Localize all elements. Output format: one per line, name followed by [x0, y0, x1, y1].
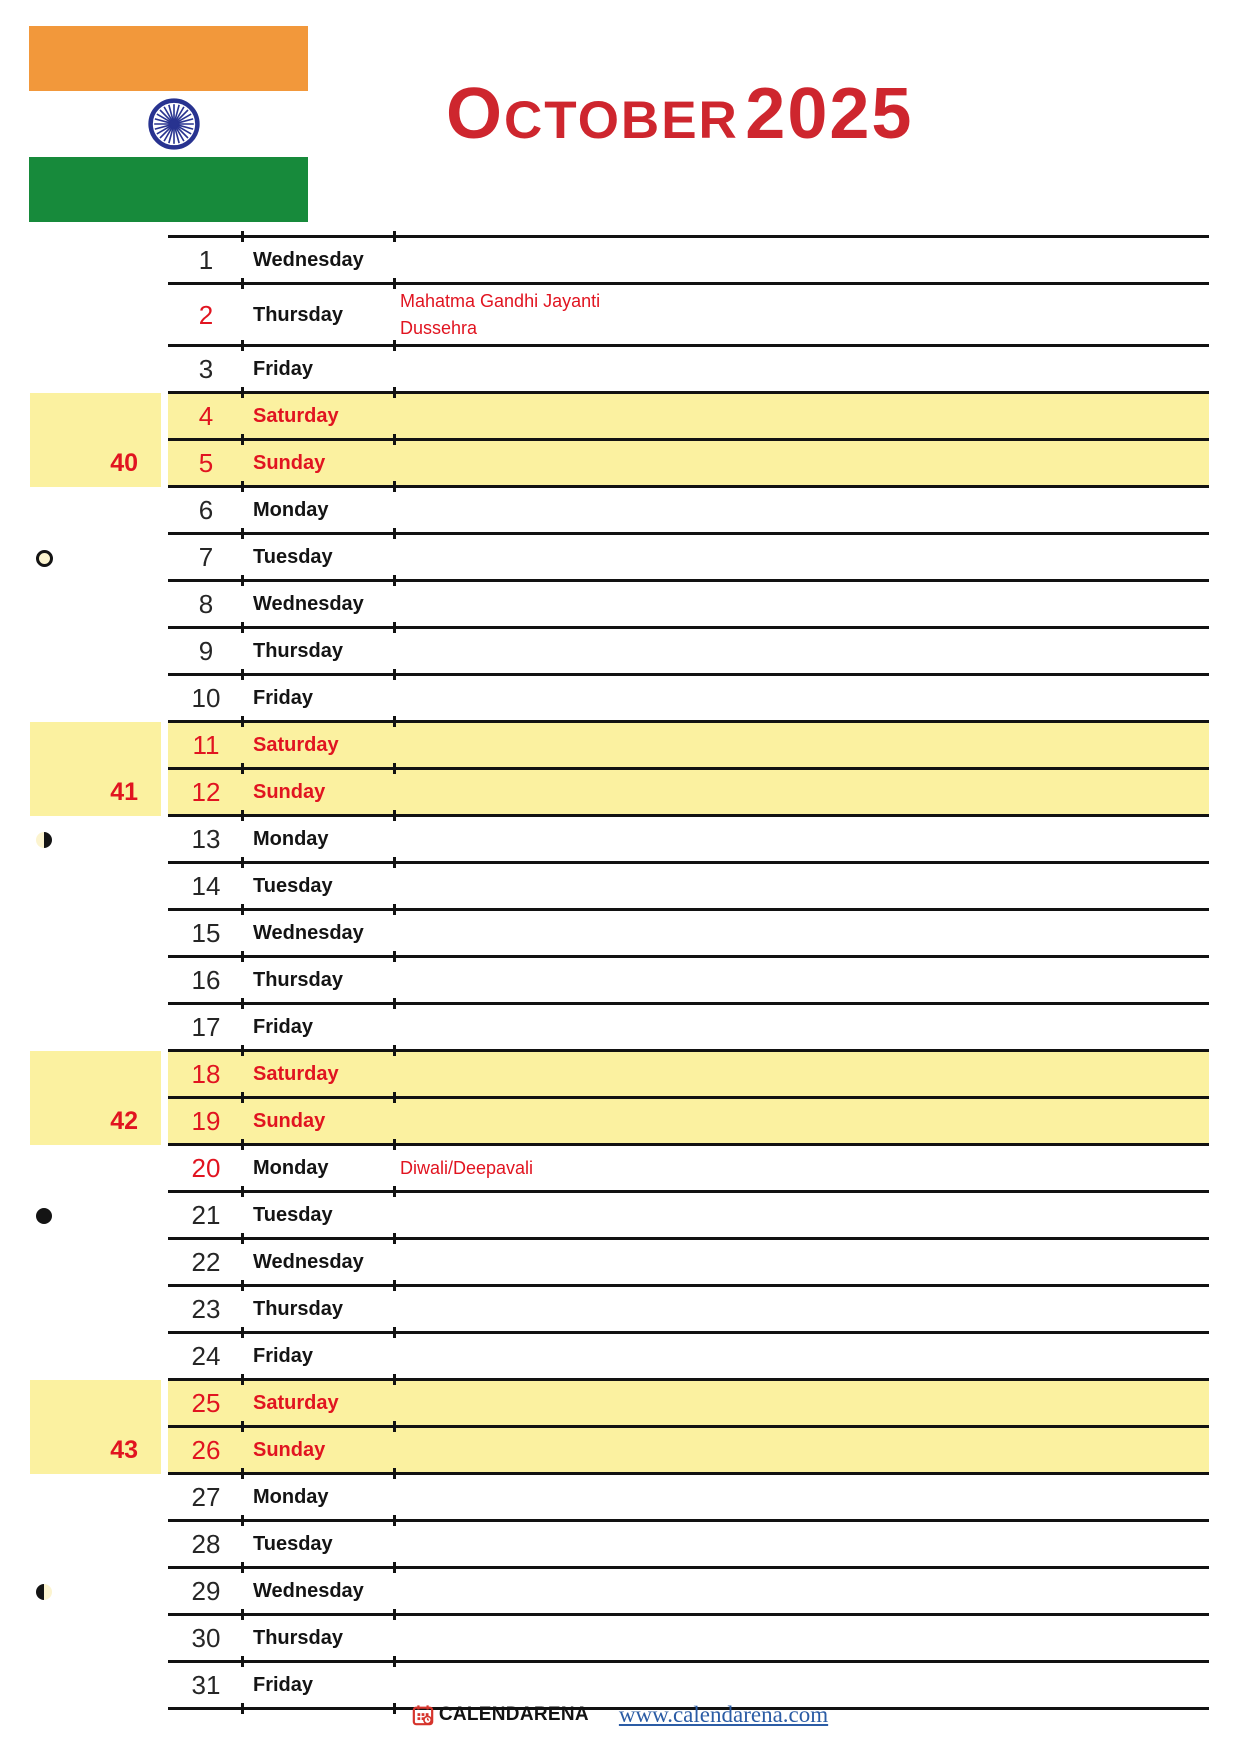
- day-row: [168, 1615, 1209, 1662]
- day-row: [168, 1568, 1209, 1615]
- day-row: [168, 1239, 1209, 1286]
- weekday-label: Thursday: [253, 1627, 344, 1649]
- weekday-label: Friday: [253, 1016, 314, 1038]
- day-row: [168, 957, 1209, 1004]
- day-row: [168, 534, 1209, 581]
- holiday-cell: [400, 284, 600, 346]
- day-row: [168, 1380, 1209, 1427]
- day-number: 10: [191, 683, 221, 713]
- weekday-label: Wednesday: [253, 922, 364, 944]
- day-number: 28: [191, 1529, 221, 1559]
- week-number: 41: [110, 778, 138, 806]
- day-row: [168, 346, 1209, 393]
- weekday-label: Saturday: [253, 405, 339, 427]
- weekday-label: Sunday: [253, 781, 326, 803]
- day-row: [168, 284, 1209, 346]
- holiday-cell: [400, 1145, 533, 1192]
- weekday-label: Saturday: [253, 1063, 339, 1085]
- day-row: [168, 440, 1209, 487]
- weekday-label: Thursday: [253, 969, 344, 991]
- day-number: 30: [191, 1623, 221, 1653]
- day-number: 15: [191, 918, 221, 948]
- weekday-label: Thursday: [253, 303, 344, 326]
- day-row: [168, 487, 1209, 534]
- day-row: [168, 237, 1209, 284]
- week-number: 42: [110, 1107, 138, 1135]
- day-number: 6: [198, 495, 214, 525]
- moon-full-moon-icon: [36, 550, 53, 567]
- weekday-label: Wednesday: [253, 1251, 364, 1273]
- day-row: [168, 581, 1209, 628]
- day-number: 8: [198, 589, 214, 619]
- title-year: 2025: [745, 74, 914, 154]
- weekday-label: Monday: [253, 1486, 329, 1508]
- day-row: [168, 769, 1209, 816]
- day-number: 19: [191, 1106, 221, 1136]
- weekday-label: Tuesday: [253, 546, 333, 568]
- weekday-label: Saturday: [253, 1392, 339, 1414]
- day-row: [168, 1333, 1209, 1380]
- day-number: 1: [198, 245, 214, 275]
- day-number: 3: [198, 354, 214, 384]
- weekday-label: Wednesday: [253, 249, 364, 271]
- day-row: [168, 910, 1209, 957]
- day-row: [168, 1427, 1209, 1474]
- day-number: 21: [191, 1200, 221, 1230]
- day-number: 2: [198, 299, 214, 330]
- weekday-label: Saturday: [253, 734, 339, 756]
- day-number: 13: [191, 824, 221, 854]
- day-row: [168, 1051, 1209, 1098]
- day-number: 31: [191, 1670, 221, 1700]
- day-row: [168, 1004, 1209, 1051]
- day-number: 20: [191, 1153, 221, 1183]
- day-number: 29: [191, 1576, 221, 1606]
- day-number: 17: [191, 1012, 221, 1042]
- day-number: 9: [198, 636, 214, 666]
- calendar-icon: [412, 1704, 434, 1726]
- moon-last-quarter-icon: [36, 832, 52, 848]
- weekday-label: Thursday: [253, 1298, 344, 1320]
- day-number: 11: [192, 730, 220, 760]
- weekday-label: Tuesday: [253, 1204, 333, 1226]
- day-number: 27: [191, 1482, 221, 1512]
- weekday-label: Tuesday: [253, 875, 333, 897]
- title-first-letter: O: [446, 74, 505, 154]
- holiday-label: Mahatma Gandhi Jayanti: [400, 291, 601, 311]
- week-number: 43: [110, 1436, 138, 1464]
- weekday-label: Monday: [253, 828, 329, 850]
- footer: [0, 1702, 1240, 1728]
- weekday-label: Wednesday: [253, 1580, 364, 1602]
- weekday-label: Wednesday: [253, 593, 364, 615]
- flag-green-band: [29, 157, 308, 222]
- weekday-label: Friday: [253, 1345, 314, 1367]
- weekday-label: Sunday: [253, 1439, 326, 1461]
- day-row: [168, 393, 1209, 440]
- weekday-label: Friday: [253, 358, 314, 380]
- day-number: 23: [191, 1294, 221, 1324]
- weekday-label: Friday: [253, 1674, 314, 1696]
- moon-new-moon-icon: [36, 1208, 52, 1224]
- flag-saffron-band: [29, 26, 308, 91]
- day-number: 12: [191, 777, 221, 807]
- weekday-label: Sunday: [253, 1110, 326, 1132]
- day-number: 4: [198, 401, 214, 431]
- weekday-label: Tuesday: [253, 1533, 333, 1555]
- india-flag: [29, 26, 308, 222]
- weekday-label: Sunday: [253, 452, 326, 474]
- logo-text: CALENDARENA: [438, 1704, 589, 1725]
- ashoka-chakra-icon: [147, 97, 201, 151]
- day-number: 14: [191, 871, 221, 901]
- moon-first-quarter-icon: [36, 1584, 52, 1600]
- page-title: [446, 64, 913, 164]
- day-number: 18: [191, 1059, 221, 1089]
- day-row: [168, 1145, 1209, 1192]
- day-row: [168, 675, 1209, 722]
- day-number: 24: [191, 1341, 221, 1371]
- day-row: [168, 1098, 1209, 1145]
- site-logo: [412, 1704, 589, 1726]
- day-row: [168, 863, 1209, 910]
- weekday-label: Thursday: [253, 640, 344, 662]
- day-number: 7: [198, 542, 214, 572]
- website-link[interactable]: www.calendarena.com: [618, 1702, 829, 1727]
- day-row: [168, 1286, 1209, 1333]
- day-row: [168, 1474, 1209, 1521]
- day-number: 22: [191, 1247, 221, 1277]
- week-number: 40: [110, 449, 138, 477]
- day-number: 16: [191, 965, 221, 995]
- weekday-label: Friday: [253, 687, 314, 709]
- holiday-label: Diwali/Deepavali: [400, 1158, 534, 1178]
- day-row: [168, 722, 1209, 769]
- day-row: [168, 1192, 1209, 1239]
- day-number: 5: [198, 448, 214, 478]
- weekday-label: Monday: [253, 499, 329, 521]
- day-row: [168, 1521, 1209, 1568]
- title-rest: CTOBER: [504, 91, 739, 150]
- holiday-label: Dussehra: [400, 318, 478, 338]
- day-row: [168, 816, 1209, 863]
- day-number: 25: [191, 1388, 221, 1418]
- weekday-label: Monday: [253, 1157, 329, 1179]
- day-row: [168, 628, 1209, 675]
- day-number: 26: [191, 1435, 221, 1465]
